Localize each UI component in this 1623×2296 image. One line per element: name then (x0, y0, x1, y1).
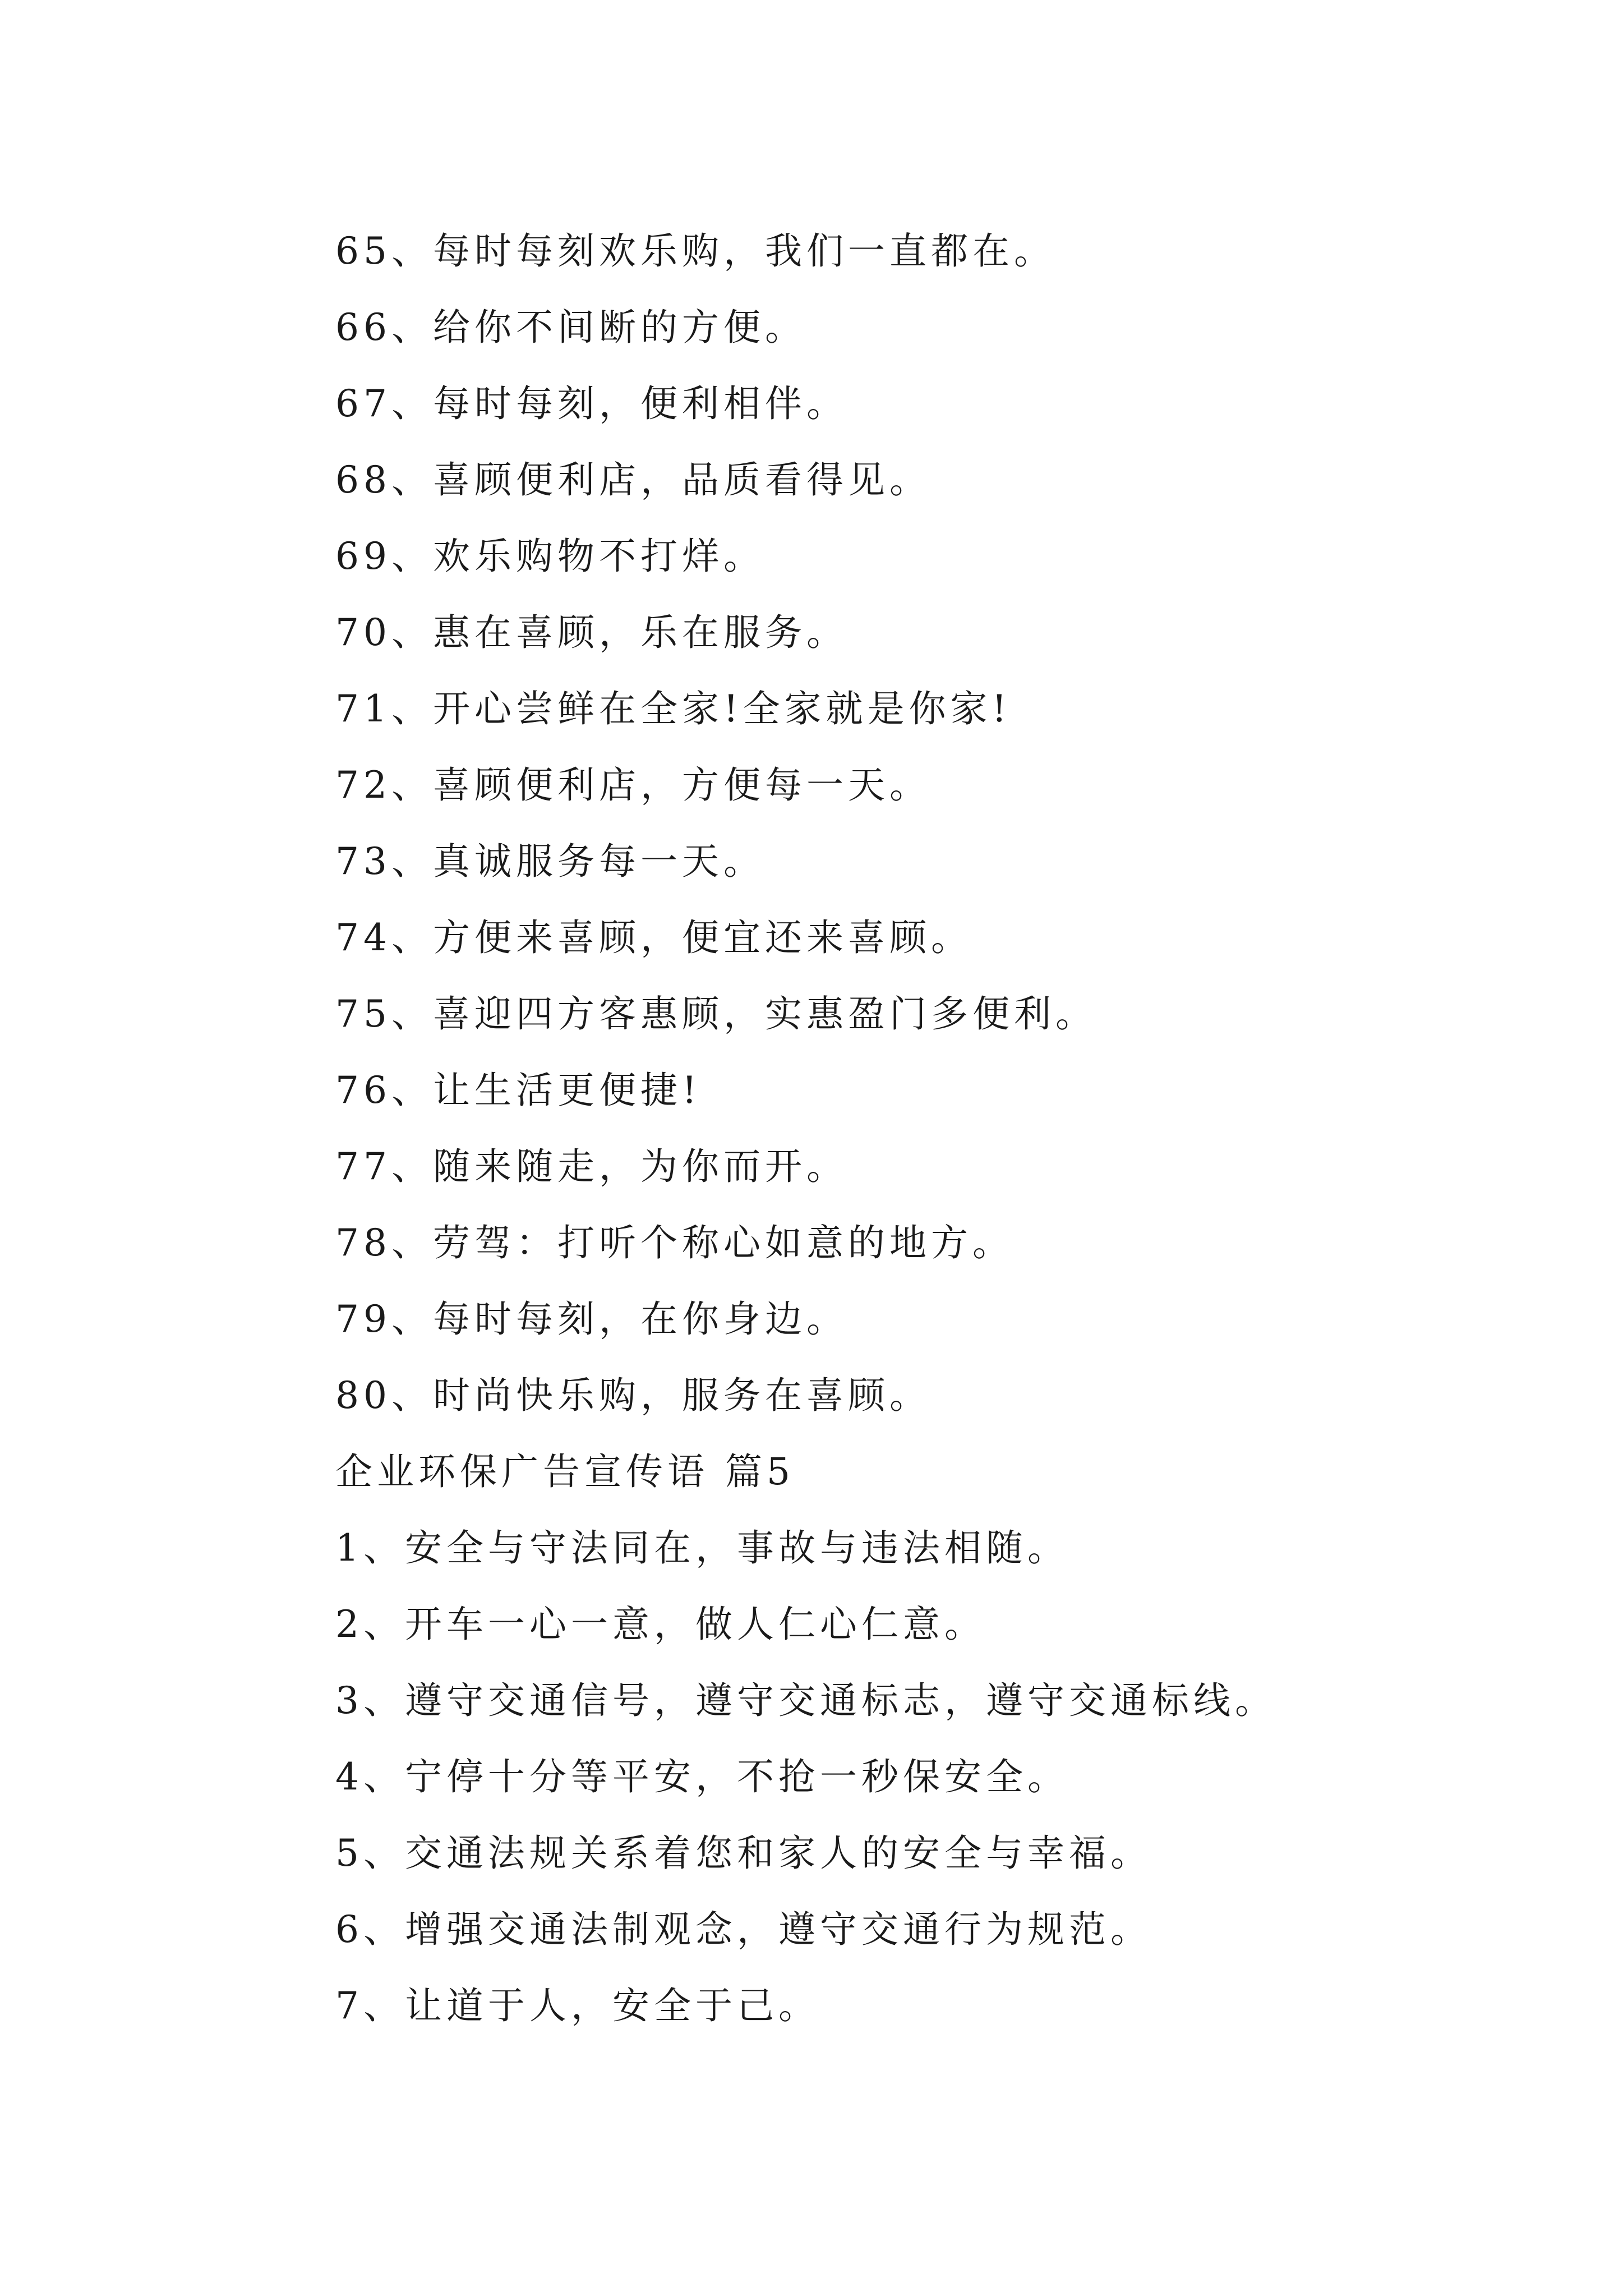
slogan-line-71: 71、开心尝鲜在全家!全家就是你家! (335, 687, 1012, 730)
slogan-line-76: 76、让生活更便捷! (335, 1069, 702, 1112)
slogan-line-6: 6、增强交通法制观念，遵守交通行为规范。 (335, 1908, 1152, 1951)
slogan-line-1: 1、安全与守法同在，事故与违法相随。 (335, 1526, 1069, 1570)
slogan-line-73: 73、真诚服务每一天。 (335, 840, 765, 883)
slogan-line-3: 3、遵守交通信号，遵守交通标志，遵守交通标线。 (335, 1679, 1276, 1722)
slogan-line-68: 68、喜顾便利店，品质看得见。 (335, 458, 931, 501)
slogan-line-67: 67、每时每刻，便利相伴。 (335, 382, 848, 425)
slogan-line-75: 75、喜迎四方客惠顾，实惠盈门多便利。 (335, 992, 1097, 1036)
slogan-line-69: 69、欢乐购物不打烊。 (335, 535, 765, 578)
slogan-line-79: 79、每时每刻，在你身边。 (335, 1297, 848, 1341)
slogan-line-2: 2、开车一心一意，做人仁心仁意。 (335, 1603, 986, 1646)
slogan-line-74: 74、方便来喜顾，便宜还来喜顾。 (335, 916, 972, 959)
slogan-line-70: 70、惠在喜顾，乐在服务。 (335, 611, 848, 654)
slogan-line-77: 77、随来随走，为你而开。 (335, 1145, 848, 1188)
slogan-line-65: 65、每时每刻欢乐购，我们一直都在。 (335, 229, 1055, 273)
slogan-line-7: 7、让道于人，安全于己。 (335, 1984, 820, 2027)
slogan-line-4: 4、宁停十分等平安，不抢一秒保安全。 (335, 1755, 1069, 1798)
document-body (335, 213, 1513, 2044)
slogan-line-80: 80、时尚快乐购，服务在喜顾。 (335, 1374, 931, 1417)
section-heading: 企业环保广告宣传语 篇5 (335, 1450, 795, 1493)
slogan-line-72: 72、喜顾便利店，方便每一天。 (335, 763, 931, 807)
slogan-line-66: 66、给你不间断的方便。 (335, 306, 806, 349)
slogan-line-5: 5、交通法规关系着您和家人的安全与幸福。 (335, 1832, 1152, 1875)
slogan-line-78: 78、劳驾：打听个称心如意的地方。 (335, 1221, 1014, 1264)
